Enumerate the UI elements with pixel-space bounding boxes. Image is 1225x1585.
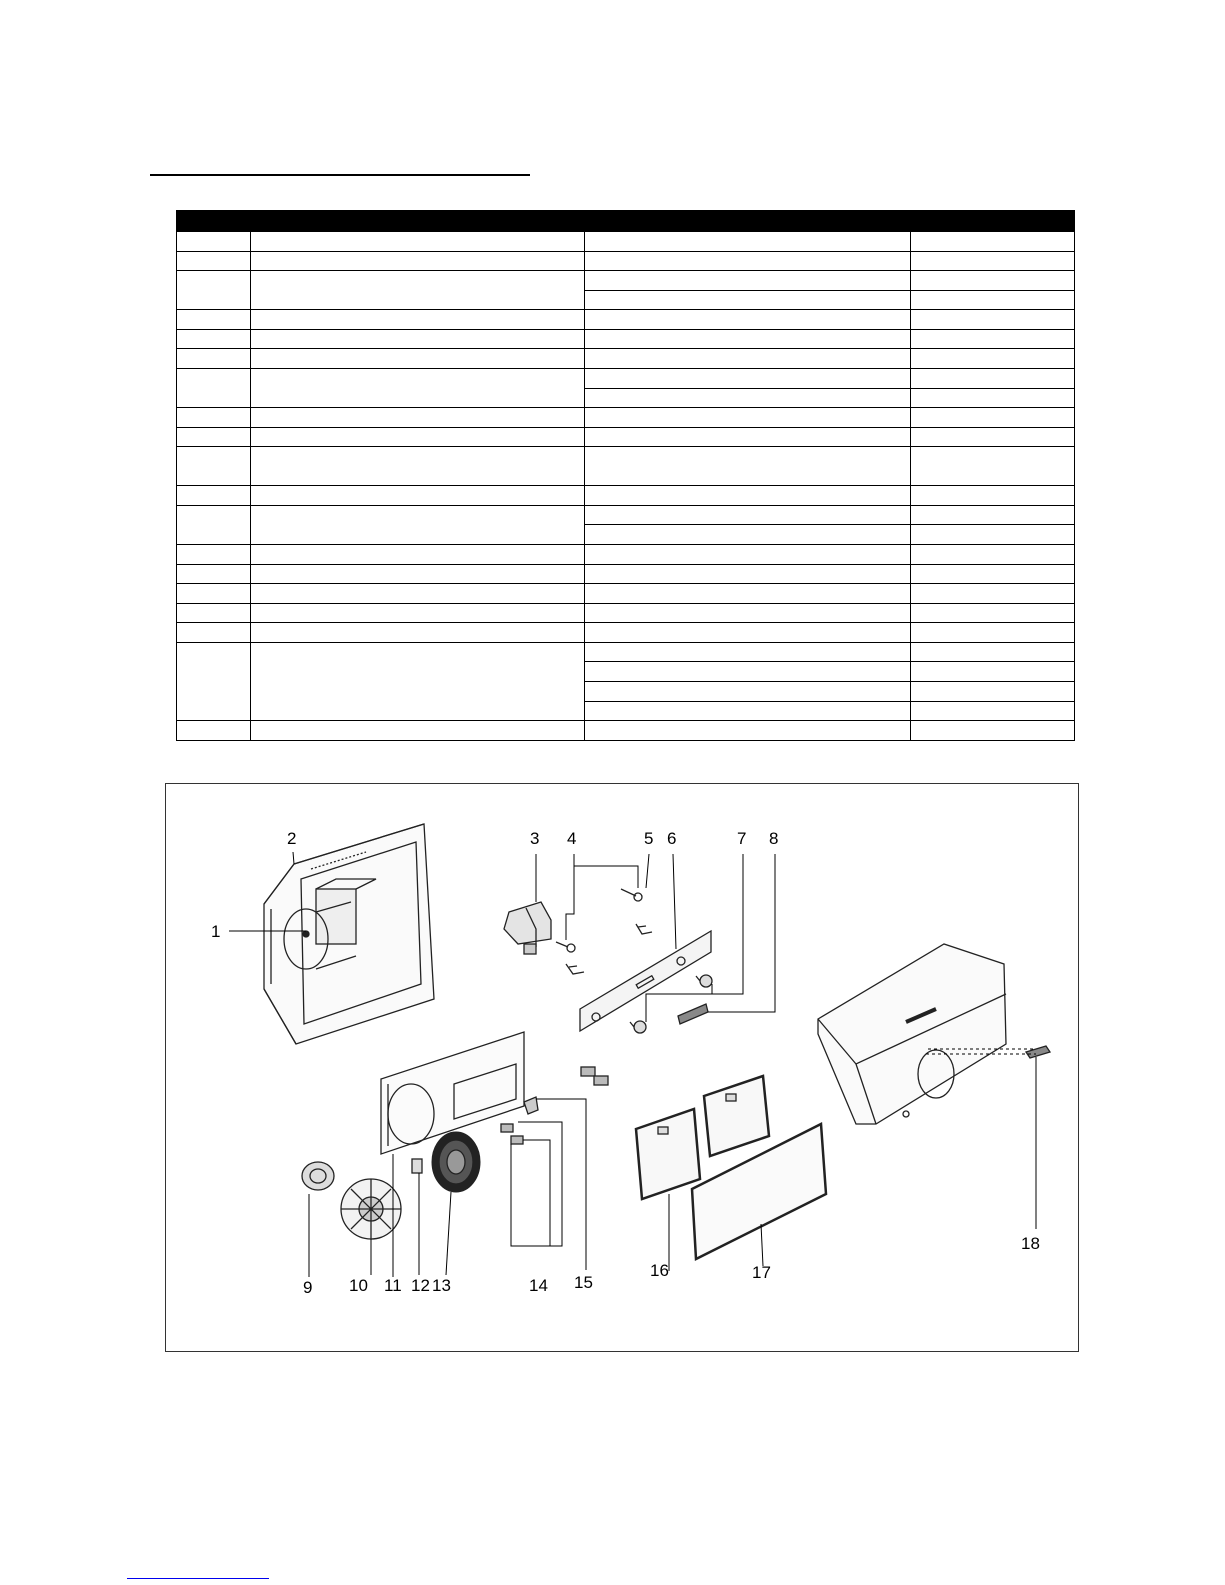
parts-list-table (176, 210, 1075, 741)
table-row (177, 251, 1075, 271)
callout-14: 14 (529, 1276, 548, 1295)
table-row (177, 564, 1075, 584)
callout-3: 3 (530, 829, 540, 848)
callout-15: 15 (574, 1273, 593, 1292)
exploded-parts-diagram (165, 783, 1079, 1352)
screws-clips-illustration (556, 889, 652, 974)
callout-5: 5 (644, 829, 654, 848)
table-row (177, 642, 1075, 662)
table-row (177, 545, 1075, 565)
table-row (177, 271, 1075, 291)
callout-16: 16 (650, 1261, 669, 1280)
section-title-underline (150, 174, 530, 176)
callout-8: 8 (769, 829, 779, 848)
callout-9: 9 (303, 1278, 313, 1297)
table-row (177, 505, 1075, 525)
table-row (177, 584, 1075, 604)
callout-12: 12 (411, 1276, 430, 1295)
callout-17: 17 (752, 1263, 771, 1282)
table-row (177, 329, 1075, 349)
table-row (177, 447, 1075, 486)
motor-illustration (302, 1162, 334, 1190)
table-row (177, 603, 1075, 623)
table-header-row (177, 211, 1075, 232)
callout-4: 4 (567, 829, 577, 848)
table-row (177, 623, 1075, 643)
callout-1: 1 (211, 922, 221, 941)
callout-18: 18 (1021, 1234, 1040, 1253)
table-row (177, 232, 1075, 252)
hood-shell-illustration (818, 944, 1006, 1124)
control-box-illustration (504, 902, 551, 954)
callout-7: 7 (737, 829, 747, 848)
table-row (177, 427, 1075, 447)
grille-illustration (432, 1132, 480, 1192)
hood-body-illustration (264, 824, 434, 1044)
callout-2: 2 (287, 829, 297, 848)
table-row (177, 349, 1075, 369)
table-row (177, 721, 1075, 741)
table-row (177, 408, 1075, 428)
switch-illustration (678, 1004, 708, 1024)
bracket-illustration (1026, 1046, 1050, 1058)
table-row (177, 310, 1075, 330)
impeller-illustration (341, 1179, 401, 1239)
table-row (177, 486, 1075, 506)
callout-13: 13 (432, 1276, 451, 1295)
footer-link-underline (127, 1578, 269, 1579)
callout-11: 11 (384, 1276, 402, 1295)
callout-10: 10 (349, 1276, 368, 1295)
table-row (177, 368, 1075, 388)
callout-6: 6 (667, 829, 677, 848)
